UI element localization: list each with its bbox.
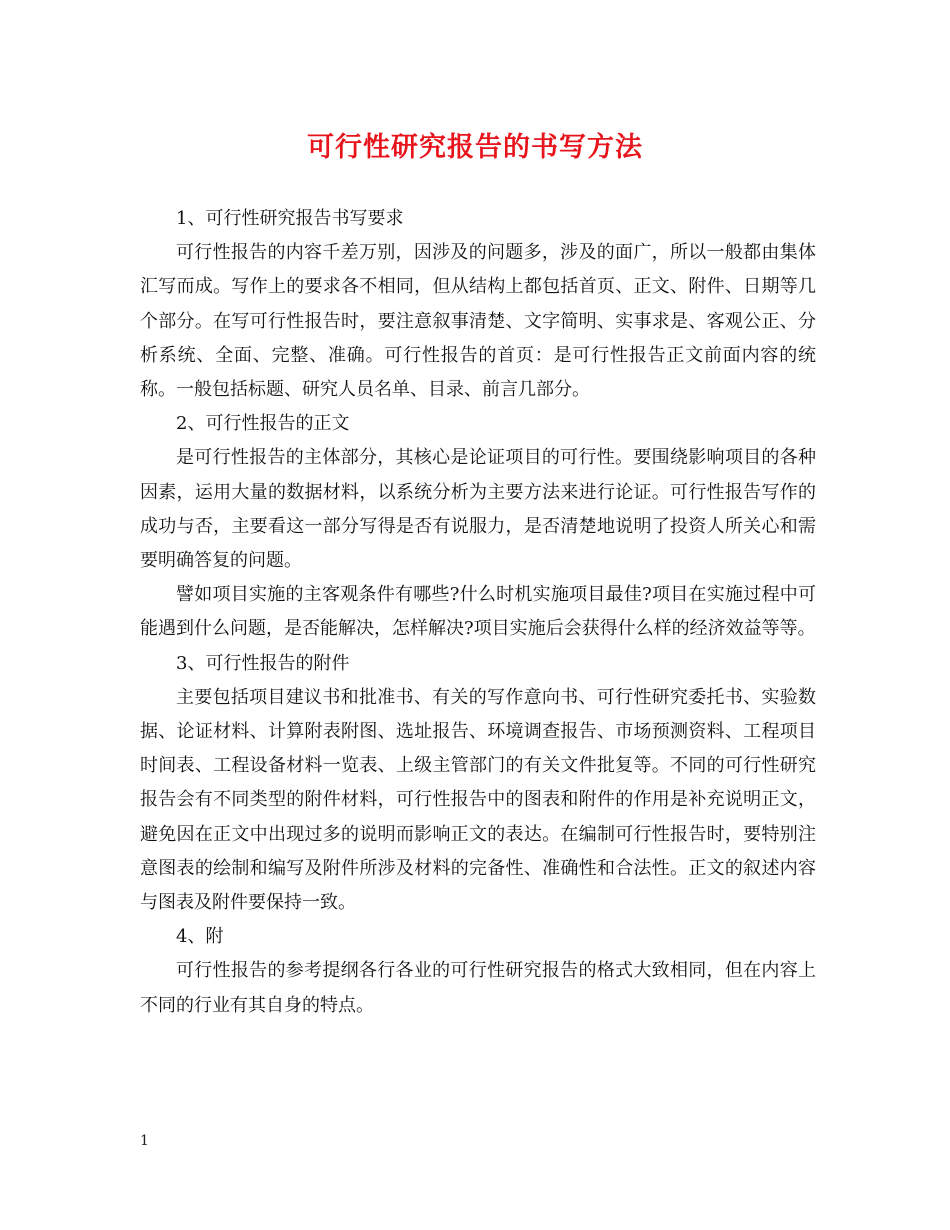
paragraph-examples: 譬如项目实施的主客观条件有哪些?什么时机实施项目最佳?项目在实施过程中可能遇到什么问题，是否能解决，怎样解决?项目实施后会获得什么样的经济效益等等。 — [140, 584, 816, 640]
section-heading-1: 1、可行性研究报告书写要求 — [176, 208, 404, 229]
section-heading-2: 2、可行性报告的正文 — [176, 413, 350, 435]
section-heading-3: 3、可行性报告的附件 — [176, 652, 350, 674]
section-heading-4: 4、附 — [176, 926, 224, 948]
paragraph-requirements: 可行性报告的内容千差万别，因涉及的问题多，涉及的面广，所以一般都由集体汇写而成。写作上的要求各不相同，但从结构上都包括首页、正文、附件、日期等几个部分。在写可行性报告时，要注意叙事清楚、文字简明、实事求是、客观公正、分析系统、全面、完整、准确。可行性报告的首页：是可行性报告正文前面内容的统称。一般包括标题、研究人员名单、目录、前言几部分。 — [140, 242, 816, 401]
paragraph-main-body: 是可行性报告的主体部分，其核心是论证项目的可行性。要围绕影响项目的各种因素，运用大量的数据材料，以系统分析为主要方法来进行论证。可行性报告写作的成功与否，主要看这一部分写得是否有说服力，是否清楚地说明了投资人所关心和需要明确答复的问题。 — [140, 447, 816, 572]
paragraph-attachments: 主要包括项目建议书和批准书、有关的写作意向书、可行性研究委托书、实验数据、论证材料、计算附表附图、选址报告、环境调查报告、市场预测资料、工程项目时间表、工程设备材料一览表、上级主管部门的有关文件批复等。不同的可行性研究报告会有不同类型的附件材料，可行性报告中的图表和附件的作用是补充说明正文，避免因在正文中出现过多的说明而影响正文的表达。在编制可行性报告时，要特别注意图表的绘制和编写及附件所涉及材料的完备性、准确性和合法性。正文的叙述内容与图表及附件要保持一致。 — [140, 686, 816, 914]
document-title: 可行性研究报告的书写方法 — [307, 132, 643, 163]
document-body — [140, 202, 816, 1023]
page-number: 1 — [140, 1133, 149, 1149]
paragraph-outline: 可行性报告的参考提纲各行各业的可行性研究报告的格式大致相同，但在内容上不同的行业有其自身的特点。 — [140, 960, 816, 1016]
